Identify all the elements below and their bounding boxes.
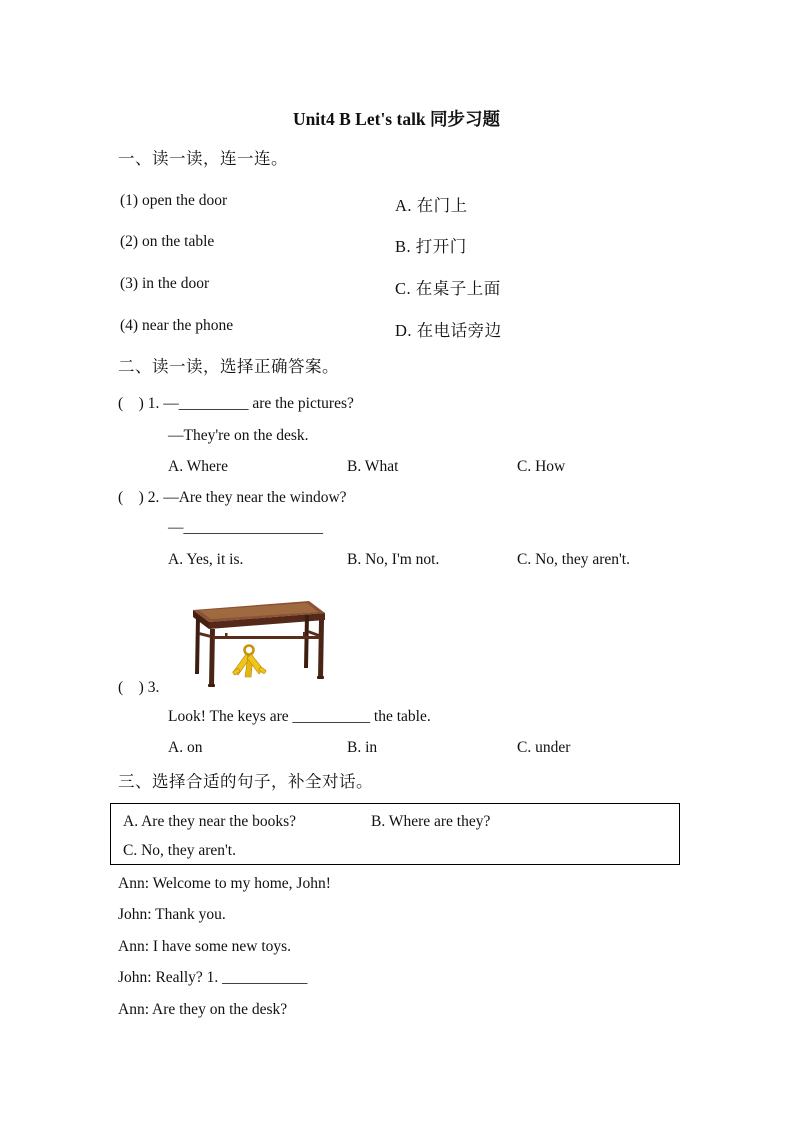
question2-reply: —__________________ [168,519,323,536]
q1-option-a: A. Where [168,458,228,475]
question2-stem: ( ) 2. —Are they near the window? [118,489,347,506]
dialogue-line-5: Ann: Are they on the desk? [118,1001,288,1018]
question3-stem: Look! The keys are __________ the table. [168,708,431,725]
q3-option-c: C. under [517,739,571,756]
question1-options [0,458,793,478]
q2-option-b: B. No, I'm not. [347,551,440,568]
dialogue-line-1: Ann: Welcome to my home, John! [118,875,331,892]
choice-c: C. No, they aren't. [123,842,236,859]
dialogue-line-2: John: Thank you. [118,906,226,923]
dialogue-line-3: Ann: I have some new toys. [118,938,292,955]
sentence-choices-box [110,803,680,865]
match-left-2: (2) on the table [120,233,215,250]
match-right-c: C. 在桌子上面 [395,279,501,298]
section3-heading: 三、选择合适的句子，补全对话。 [118,772,373,791]
section1-heading: 一、读一读，连一连。 [118,149,288,168]
q2-option-a: A. Yes, it is. [168,551,244,568]
match-left-3: (3) in the door [120,275,210,292]
q3-option-a: A. on [168,739,203,756]
question2-options [0,551,793,571]
keys-under-table-image [183,588,333,690]
question1-stem: ( ) 1. —_________ are the pictures? [118,395,354,412]
page-title: Unit4 B Let's talk 同步习题 [292,109,501,129]
dialogue-line-4: John: Really? 1. ___________ [118,969,308,986]
choice-b: B. Where are they? [371,813,491,830]
keys-graphic [232,646,266,678]
match-row [0,192,793,215]
match-row [0,317,793,340]
match-row [0,275,793,298]
section2-heading: 二、读一读，选择正确答案。 [118,357,339,376]
match-row [0,233,793,256]
question3-label: ( ) 3. [118,679,160,696]
match-right-a: A. 在门上 [395,196,468,215]
choice-a: A. Are they near the books? [123,813,297,830]
match-right-d: D. 在电话旁边 [395,321,502,340]
q2-option-c: C. No, they aren't. [517,551,630,568]
match-left-4: (4) near the phone [120,317,234,334]
match-right-b: B. 打开门 [395,237,467,256]
q1-option-b: B. What [347,458,399,475]
q1-option-c: C. How [517,458,566,475]
q3-option-b: B. in [347,739,378,756]
question3-options [0,739,793,759]
question1-reply: —They're on the desk. [168,427,309,444]
match-left-1: (1) open the door [120,192,228,209]
